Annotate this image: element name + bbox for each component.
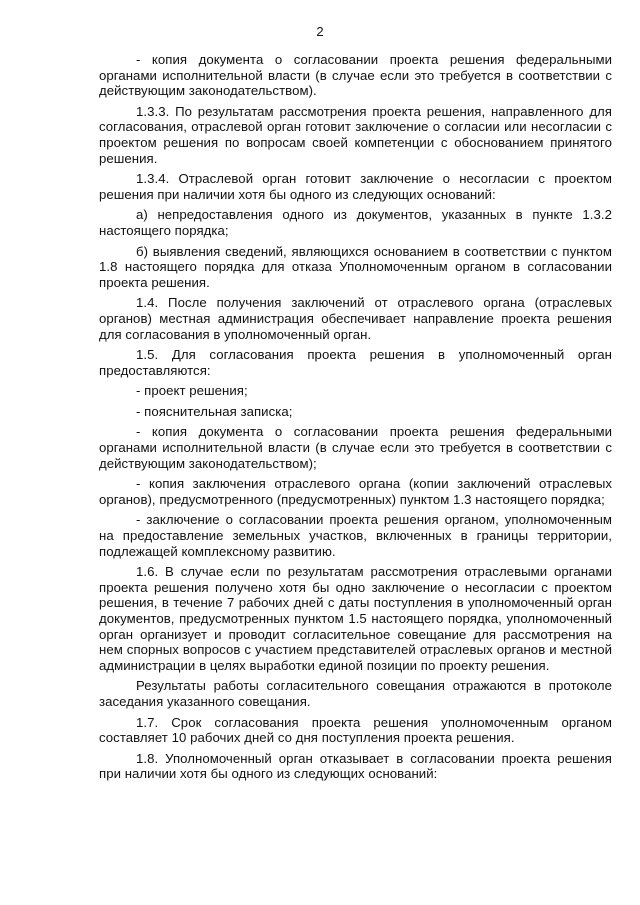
list-item-project-decision: - проект решения; [136, 383, 248, 399]
paragraph-item-b: б) выявления сведений, являющихся основанием в соответствии с пунктом 1.8 настоящего порядка для отказа Уполномоченным органом в согласовании проекта решения. [99, 243, 612, 290]
paragraph-1-4: 1.4. После получения заключений от отраслевого органа (отраслевых органов) местная администрация обеспечивает направление проекта решения для согласования в уполномоченный орган. [99, 295, 612, 342]
document-body [99, 52, 612, 782]
list-item-federal-approval-copy: - копия документа о согласовании проекта решения федеральными органами исполнительной власти (в случае если это требуется в соответствии с действующим законодательством); [99, 424, 612, 471]
paragraph-meeting-results: Результаты работы согласительного совещания отражаются в протоколе заседания указанного совещания. [99, 678, 612, 709]
paragraph-1-3-3: 1.3.3. По результатам рассмотрения проекта решения, направленного для согласования, отраслевой орган готовит заключение о согласии или несогласии с проектом решения по вопросам своей компетенции с обоснованием принятого решения. [99, 103, 612, 166]
paragraph-1-8: 1.8. Уполномоченный орган отказывает в согласовании проекта решения при наличии хотя бы одного из следующих оснований: [99, 750, 612, 782]
paragraph-1-3-4: 1.3.4. Отраслевой орган готовит заключение о несогласии с проектом решения при наличии хотя бы одного из следующих оснований: [99, 171, 612, 202]
list-item-land-approval-conclusion: - заключение о согласовании проекта решения органом, уполномоченным на предоставление земельных участков, включенных в границы территории, подлежащей комплексному развитию. [99, 512, 612, 559]
page-number: 2 [316, 24, 324, 39]
list-item-sector-conclusion-copy: - копия заключения отраслевого органа (копии заключений отраслевых органов), предусмотренного (предусмотренных) пунктом 1.3 настоящего порядка; [99, 476, 612, 507]
paragraph-1-6: 1.6. В случае если по результатам рассмотрения отраслевыми органами проекта решения получено хотя бы одно заключение о несогласии с проектом решения, в течение 7 рабочих дней с даты поступления в уполномоченный орган документов, предусмотренных пунктом 1.5 настоящего порядка, уполномоченный орган организует и проводит согласительное совещание для рассмотрения на нем спорных вопросов с участием представителей отраслевых органов и местной администрации в целях выработки единой позиции по проекту решения. [99, 564, 612, 673]
paragraph-item-a: а) непредоставления одного из документов, указанных в пункте 1.3.2 настоящего порядка; [99, 207, 612, 238]
paragraph-1-7: 1.7. Срок согласования проекта решения уполномоченным органом составляет 10 рабочих дней со дня поступления проекта решения. [99, 714, 612, 746]
paragraph-1-5: 1.5. Для согласования проекта решения в уполномоченный орган предоставляются: [99, 347, 612, 378]
list-item-explanatory-note: - пояснительная записка; [136, 403, 293, 419]
paragraph-federal-approval-copy: - копия документа о согласовании проекта решения федеральными органами исполнительной власти (в случае если это требуется в соответствии с действующим законодательством). [99, 52, 612, 99]
